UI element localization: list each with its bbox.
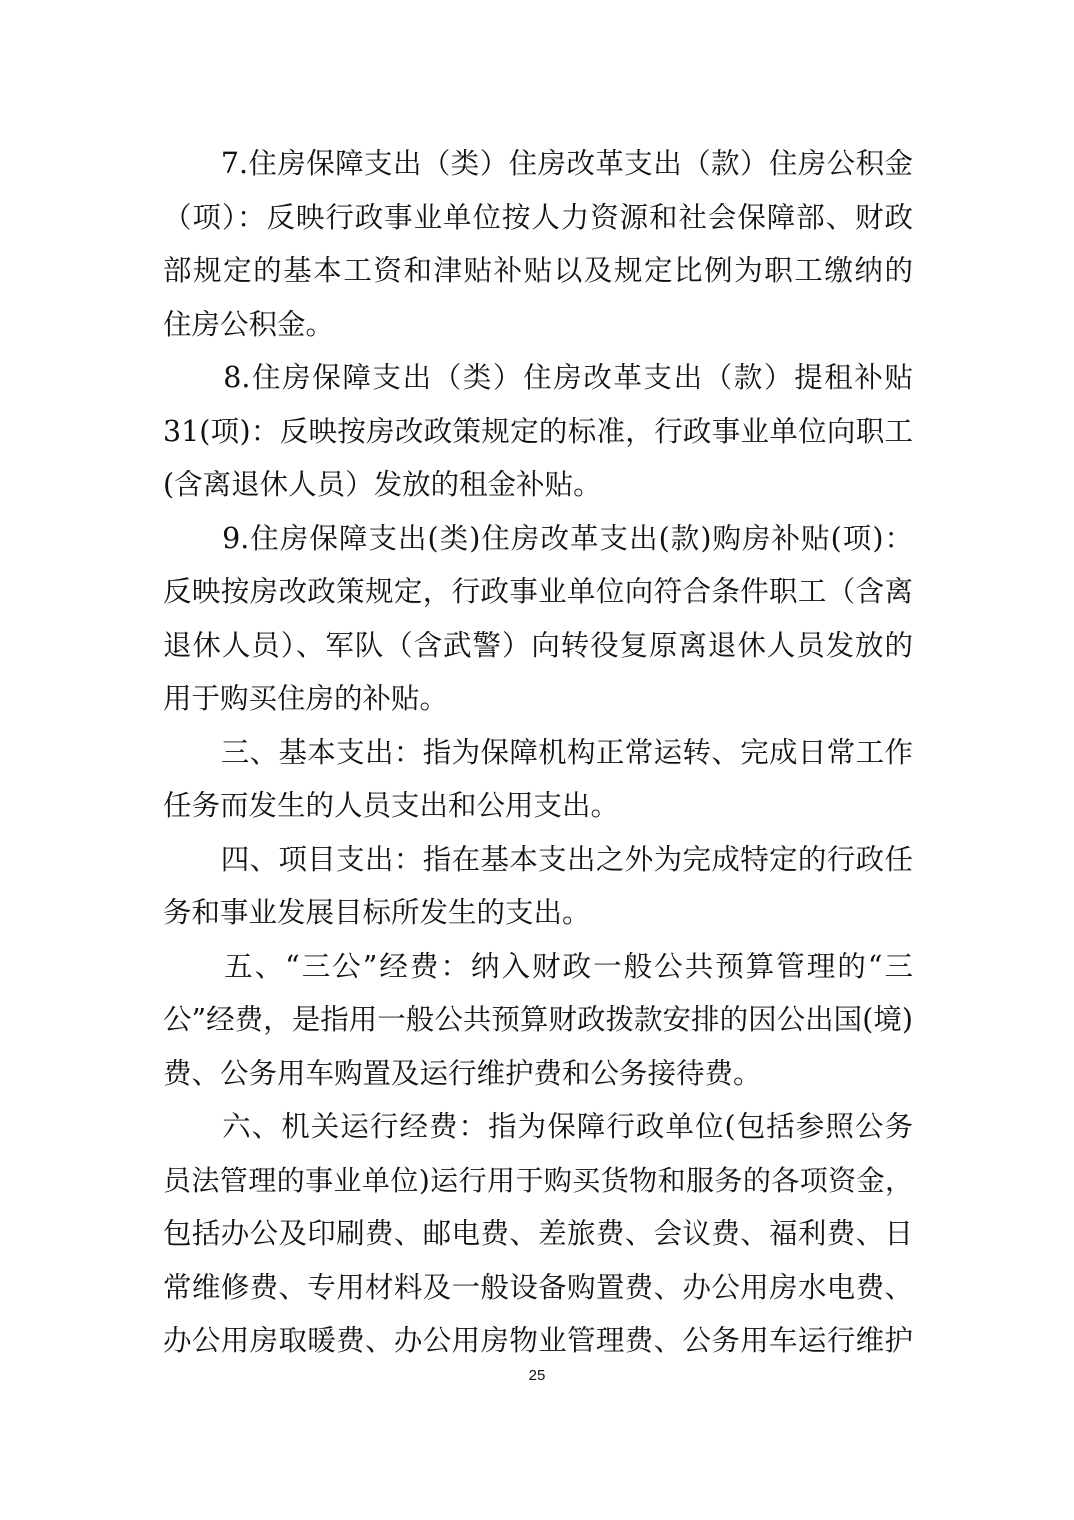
- text-line: 办公用房取暖费、办公用房物业管理费、公务用车运行维护: [163, 1324, 913, 1357]
- text-line: 包括办公及印刷费、邮电费、差旅费、会议费、福利费、日: [163, 1217, 913, 1250]
- text-line: 务和事业发展目标所发生的支出。: [163, 896, 591, 929]
- text-line: 7.住房保障支出（类）住房改革支出（款）住房公积金: [163, 147, 913, 180]
- text-line: 任务而发生的人员支出和公用支出。: [163, 789, 620, 822]
- text-line: 五、“三公”经费：纳入财政一般公共预算管理的“三: [163, 949, 913, 983]
- text-line: 反映按房改政策规定，行政事业单位向符合条件职工（含离: [163, 575, 913, 608]
- text-line: 三、基本支出：指为保障机构正常运转、完成日常工作: [163, 735, 913, 769]
- text-line: 费、公务用车购置及运行维护费和公务接待费。: [163, 1056, 762, 1090]
- text-line: 四、项目支出：指在基本支出之外为完成特定的行政任: [163, 842, 913, 876]
- text-line: 退休人员）、军队（含武警）向转役复原离退休人员发放的: [163, 628, 913, 662]
- body-text: [163, 137, 913, 1368]
- text-line: 8.住房保障支出（类）住房改革支出（款）提租补贴: [163, 361, 913, 394]
- text-line: 六、机关运行经费：指为保障行政单位(包括参照公务: [163, 1110, 913, 1143]
- text-line: 9.住房保障支出(类)住房改革支出(款)购房补贴(项)：: [163, 521, 913, 555]
- text-line: (含离退休人员）发放的租金补贴。: [163, 468, 602, 501]
- text-line: 员法管理的事业单位)运行用于购买货物和服务的各项资金，: [163, 1163, 913, 1197]
- page-number: 25: [528, 1367, 546, 1384]
- text-line: 公”经费，是指用一般公共预算财政拨款安排的因公出国(境): [163, 1003, 913, 1036]
- text-line: （项）：反映行政事业单位按人力资源和社会保障部、财政: [163, 200, 913, 234]
- text-line: 部规定的基本工资和津贴补贴以及规定比例为职工缴纳的: [163, 254, 913, 287]
- text-line: 常维修费、专用材料及一般设备购置费、办公用房水电费、: [163, 1270, 913, 1304]
- text-line: 用于购买住房的补贴。: [163, 682, 449, 715]
- text-line: 31(项)：反映按房改政策规定的标准，行政事业单位向职工: [163, 414, 913, 448]
- text-line: 住房公积金。: [163, 307, 335, 341]
